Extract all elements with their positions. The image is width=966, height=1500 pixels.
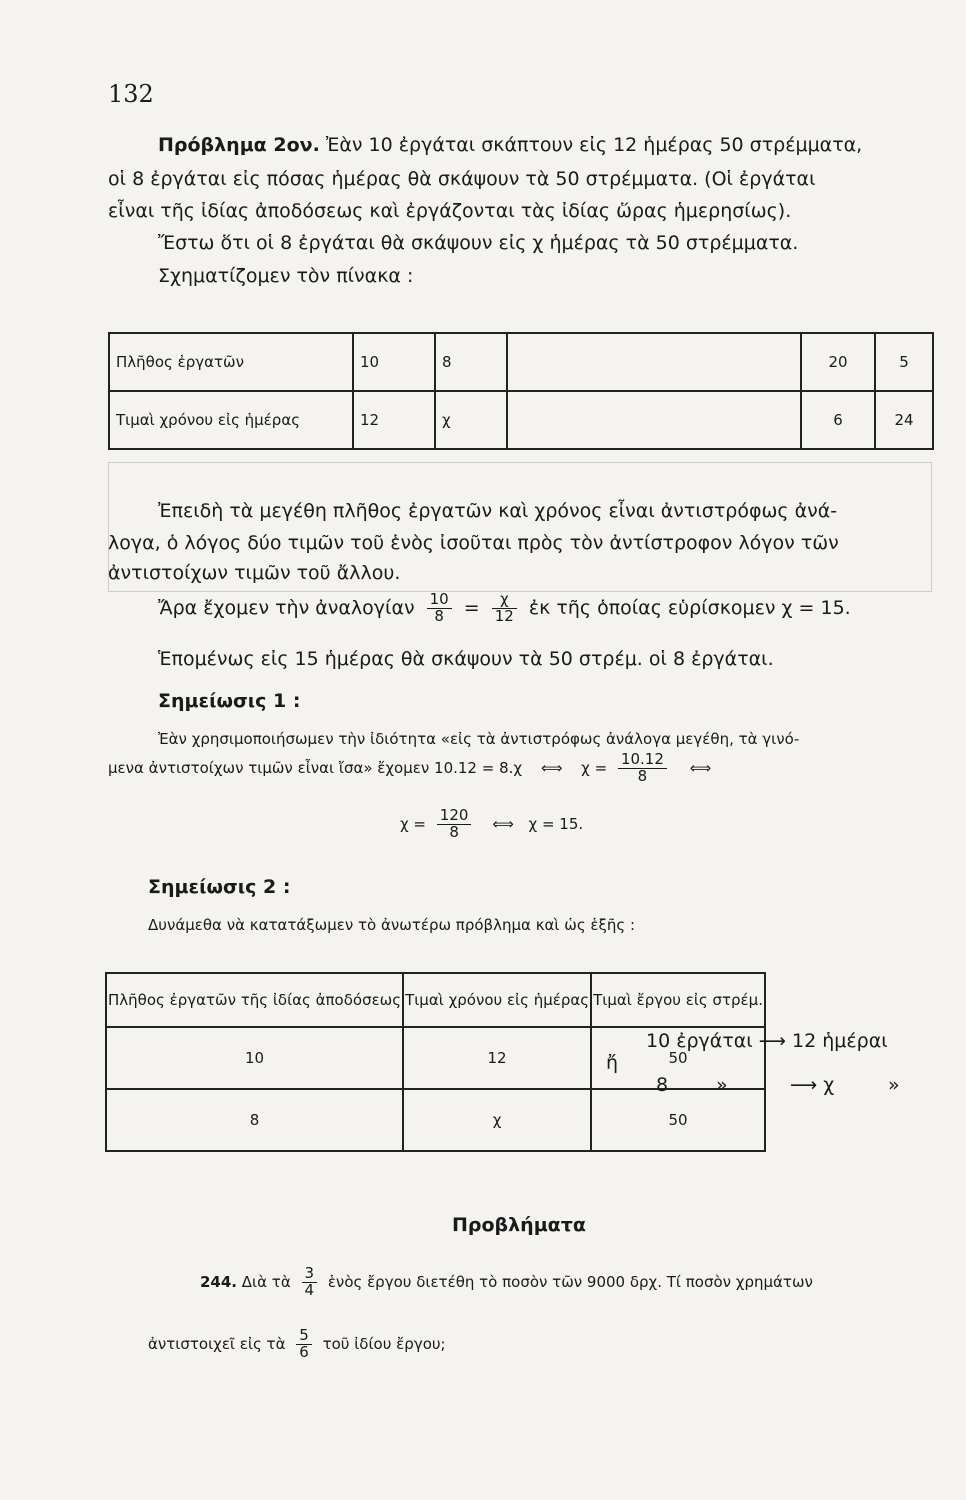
table-row	[106, 1089, 765, 1151]
note1-line2	[108, 752, 711, 785]
fraction-denominator: 8	[449, 822, 459, 841]
fraction-numerator: χ	[492, 592, 517, 609]
fraction-numerator: 10.12	[618, 752, 667, 769]
problem-244-text-a: Διὰ τὰ	[241, 1272, 291, 1291]
fraction-denominator: 6	[299, 1342, 309, 1361]
table-cell	[507, 391, 801, 449]
problem2-heading: Πρόβλημα 2ον.	[158, 134, 320, 156]
table-cell: 24	[875, 391, 933, 449]
alt-line2-ditto: »	[888, 1074, 900, 1096]
table-cell: Τιμαὶ χρόνου εἰς ἡμέρας	[109, 391, 353, 449]
fraction-x-over-12	[492, 592, 517, 625]
table-cell: 50	[591, 1027, 765, 1089]
result-x-15: χ = 15.	[528, 814, 584, 833]
alt-line1: 10 ἐργάται ⟶ 12 ἡμέραι	[646, 1030, 888, 1052]
analogy-prefix: Ἄρα ἔχομεν τὴν ἀναλογίαν	[158, 596, 415, 619]
problem2-line4: Ἔστω ὅτι οἱ 8 ἐργάται θὰ σκάψουν εἰς χ ἡμέρας τὰ 50 στρέμματα.	[158, 232, 799, 254]
fraction-denominator: 4	[304, 1280, 315, 1299]
fraction-1012-over-8	[618, 752, 667, 785]
table-cell: χ	[403, 1089, 591, 1151]
note1-title: Σημείωσις 1 :	[158, 690, 301, 712]
workers-time-table	[108, 332, 934, 450]
fraction-numerator: 3	[302, 1266, 318, 1283]
fraction-numerator: 5	[296, 1328, 312, 1345]
fraction-denominator: 8	[434, 606, 444, 625]
explanation-line3: ἀντιστοίχων τιμῶν τοῦ ἄλλου.	[108, 562, 401, 584]
fraction-10-over-8	[427, 592, 452, 625]
or-label: ἤ	[606, 1052, 619, 1074]
table-cell: 8	[106, 1089, 403, 1151]
alt-line2-ditto: »	[716, 1074, 728, 1096]
explanation-line2: λογα, ὁ λόγος δύο τιμῶν τοῦ ἑνὸς ἰσοῦται πρὸς τὸν ἀντίστροφον λόγον τῶν	[108, 532, 839, 554]
alt-line2-arrow: ⟶ χ	[790, 1074, 835, 1096]
note2-line1: Δυνάμεθα νὰ κατατάξωμεν τὸ ἀνωτέρω πρόβλημα καὶ ὡς ἑξῆς :	[148, 916, 636, 934]
table-row	[109, 391, 933, 449]
problem-number: 244.	[200, 1272, 238, 1291]
note1-line1: Ἐὰν χρησιμοποιήσωμεν τὴν ἰδιότητα «εἰς τὰ ἀντιστρόφως ἀνάλογα μεγέθη, τὰ γινό-	[158, 730, 800, 748]
equivalence-arrow: ⟺	[540, 758, 563, 777]
explanation-line1: Ἐπειδὴ τὰ μεγέθη πλῆθος ἐργατῶν καὶ χρόνος εἶναι ἀντιστρόφως ἀνά-	[158, 500, 838, 522]
fraction-3-over-4	[302, 1266, 318, 1299]
problem2-line5: Σχηματίζομεν τὸν πίνακα :	[158, 265, 414, 287]
work-table	[105, 972, 766, 1152]
alt-line2-count: 8	[656, 1074, 669, 1096]
problem-244-text-d: τοῦ ἰδίου ἔργου;	[322, 1334, 446, 1353]
problem-244-text-c: ἀντιστοιχεῖ εἰς τὰ	[148, 1334, 286, 1353]
x-equals: χ =	[581, 758, 608, 777]
note2-title: Σημείωσις 2 :	[148, 876, 291, 898]
table-cell: 8	[435, 333, 507, 391]
problem2-line3: εἶναι τῆς ἰδίας ἀποδόσεως καὶ ἐργάζονται τὰς ἰδίας ὥρας ἡμερησίως).	[108, 200, 792, 222]
equivalence-arrow: ⟺	[689, 758, 712, 777]
fraction-5-over-6	[296, 1328, 312, 1361]
analogy-suffix: ἐκ τῆς ὁποίας εὑρίσκομεν χ = 15.	[528, 596, 851, 619]
note1-line2-text: μενα ἀντιστοίχων τιμῶν εἶναι ἴσα» ἔχομεν 10.12 = 8.χ	[108, 758, 523, 777]
problem-244-text-b: ἑνὸς ἔργου διετέθη τὸ ποσὸν τῶν 9000 δρχ. Τί ποσὸν χρημάτων	[327, 1272, 813, 1291]
page-number: 132	[108, 80, 154, 108]
table-cell: Πλῆθος ἐργατῶν	[109, 333, 353, 391]
table-cell: 6	[801, 391, 875, 449]
table-cell: 12	[403, 1027, 591, 1089]
table-header: Τιμαὶ χρόνου εἰς ἡμέρας	[403, 973, 591, 1027]
problem-244-line2	[148, 1328, 446, 1361]
problem2-line1: Ἐὰν 10 ἐργάται σκάπτουν εἰς 12 ἡμέρας 50 στρέμματα,	[319, 134, 863, 156]
table-cell: 5	[875, 333, 933, 391]
note1-line3	[400, 808, 583, 841]
equals-sign: =	[463, 596, 480, 619]
table-row	[109, 333, 933, 391]
equivalence-arrow: ⟺	[492, 814, 514, 833]
problems-title: Προβλήματα	[452, 1214, 586, 1236]
fraction-denominator: 8	[637, 766, 648, 785]
fraction-numerator: 10	[427, 592, 452, 609]
table-cell: 12	[353, 391, 435, 449]
problem2-first-line	[158, 134, 862, 156]
x-equals: χ =	[400, 814, 427, 833]
analogy-line	[158, 592, 851, 625]
table-cell: χ	[435, 391, 507, 449]
problem2-line2: οἱ 8 ἐργάται εἰς πόσας ἡμέρας θὰ σκάψουν τὰ 50 στρέμματα. (Οἱ ἐργάται	[108, 168, 816, 190]
conclusion: Ἑπομένως εἰς 15 ἡμέρας θὰ σκάψουν τὰ 50 στρέμ. οἱ 8 ἐργάται.	[158, 648, 774, 670]
fraction-numerator: 120	[437, 808, 472, 825]
table-cell: 50	[591, 1089, 765, 1151]
table-cell	[507, 333, 801, 391]
problem-244-line1	[200, 1266, 813, 1299]
table-header: Πλῆθος ἐργατῶν τῆς ἰδίας ἀποδόσεως	[106, 973, 403, 1027]
table-header-row	[106, 973, 765, 1027]
fraction-120-over-8	[437, 808, 472, 841]
fraction-denominator: 12	[494, 606, 514, 625]
table-cell: 20	[801, 333, 875, 391]
table-cell: 10	[106, 1027, 403, 1089]
table-header: Τιμαὶ ἔργου εἰς στρέμ.	[591, 973, 765, 1027]
table-cell: 10	[353, 333, 435, 391]
